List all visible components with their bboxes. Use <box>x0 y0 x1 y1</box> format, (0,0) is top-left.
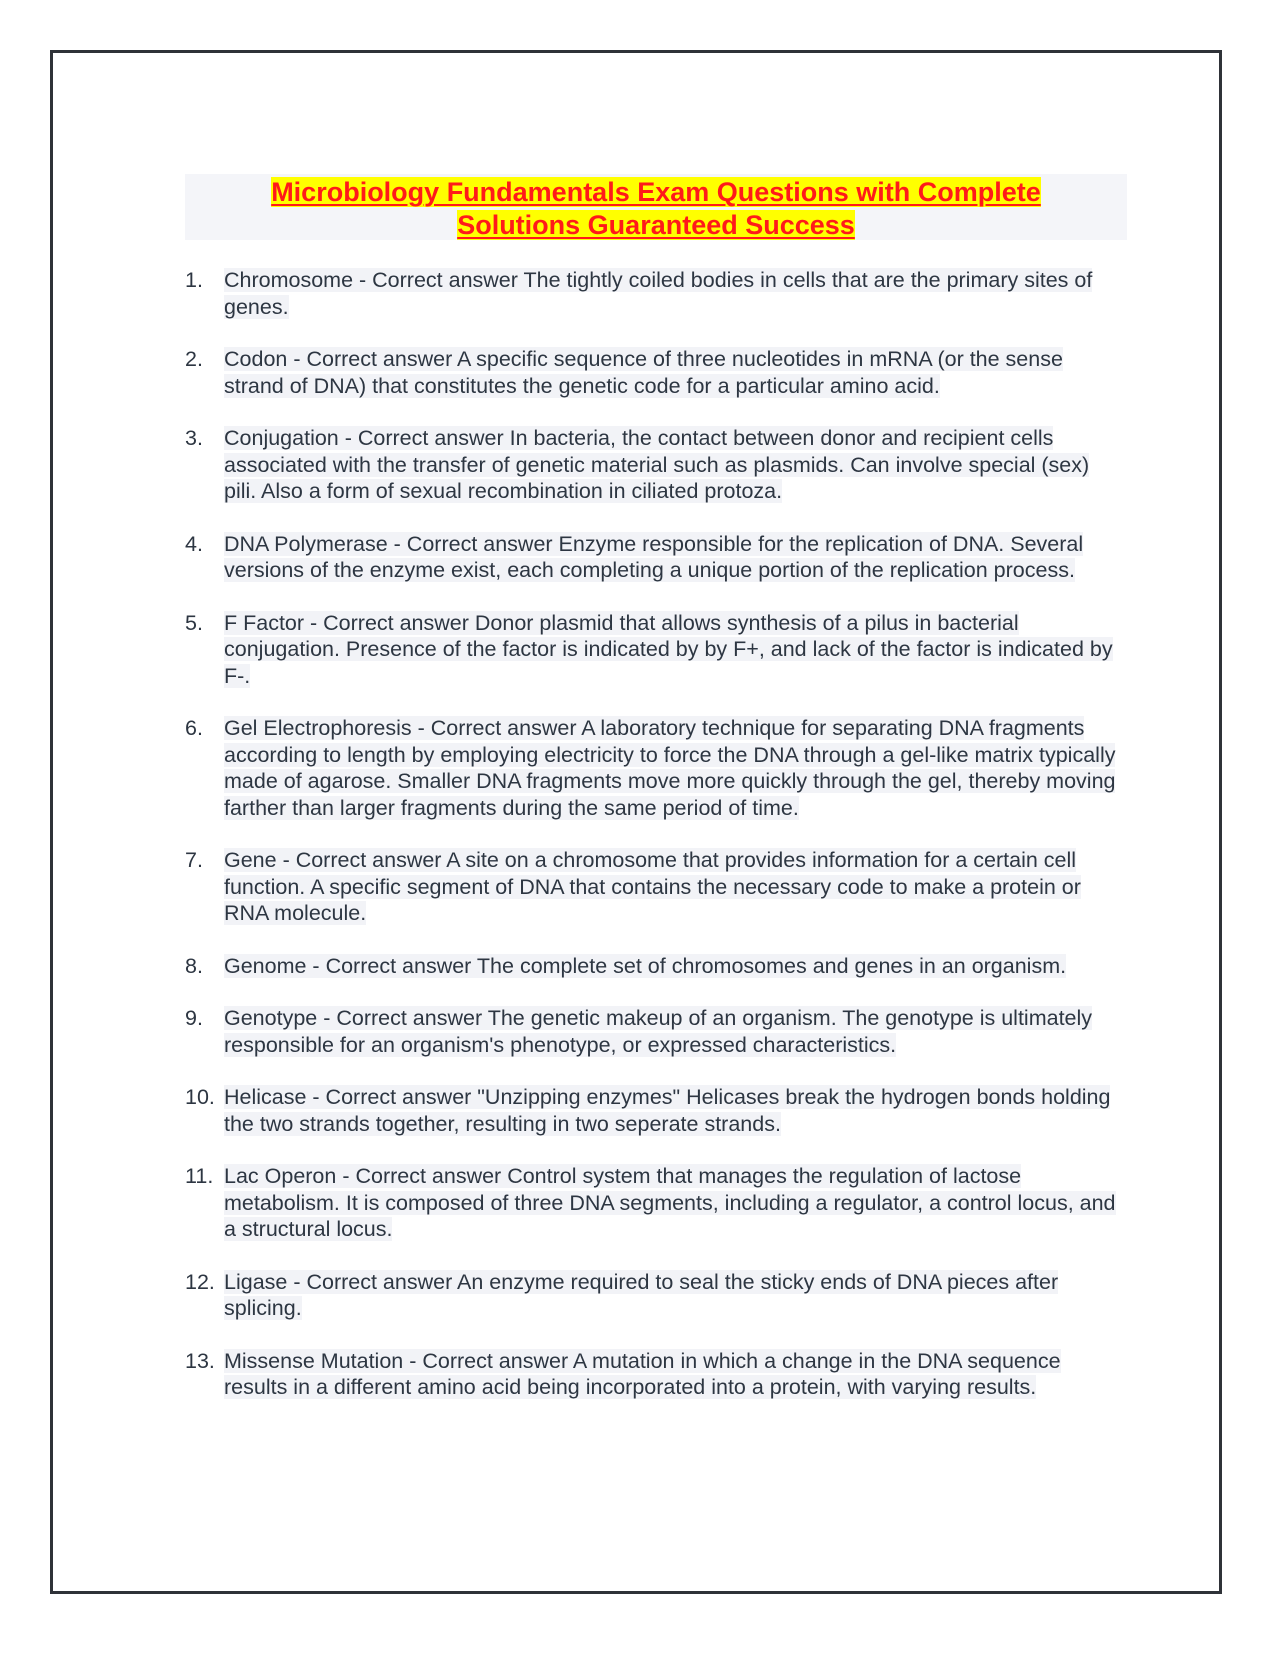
item-text-content: Conjugation - Correct answer In bacteria, the contact between donor and recipient cells associated with the transfer of genetic material such as plasmids. Can involve special (sex) pili. Also a form of sexual recombination in ciliated protoza. <box>224 426 1090 503</box>
item-text <box>224 1163 1127 1243</box>
item-number: 6. <box>185 716 203 740</box>
item-number: 7. <box>185 848 203 872</box>
title-line-2: Solutions Guaranteed Success <box>457 210 855 240</box>
item-text <box>224 1005 1127 1058</box>
item-text <box>224 1084 1127 1137</box>
item-text <box>224 847 1127 927</box>
list-item <box>185 346 1127 399</box>
definition-list <box>185 267 1127 1427</box>
item-number: 5. <box>185 610 203 635</box>
item-text-content: Chromosome - Correct answer The tightly coiled bodies in cells that are the primary sites of genes. <box>224 268 1093 319</box>
item-text-content: Lac Operon - Correct answer Control system that manages the regulation of lactose metabolism. It is composed of three DNA segments, including a regulator, a control locus, and a structural locus. <box>224 1164 1116 1241</box>
item-number: 9. <box>185 1006 203 1030</box>
item-text-content: Genome - Correct answer The complete set of chromosomes and genes in an organism. <box>224 953 1067 978</box>
list-item <box>185 847 1127 927</box>
item-text-content: Helicase - Correct answer "Unzipping enzymes" Helicases break the hydrogen bonds holding the two strands together, resulting in two seperate strands. <box>224 1085 1111 1136</box>
item-text <box>224 610 1127 690</box>
list-item <box>185 531 1127 584</box>
item-text <box>224 346 1127 399</box>
list-item <box>185 1163 1127 1243</box>
item-number: 2. <box>185 347 203 371</box>
item-number: 10. <box>185 1085 215 1109</box>
item-text <box>224 425 1127 505</box>
item-text <box>224 267 1127 320</box>
list-item <box>185 953 1127 980</box>
item-text <box>224 953 1127 980</box>
item-text-content: F Factor - Correct answer Donor plasmid that allows synthesis of a pilus in bacterial conjugation. Presence of the factor is indicated by by F+, and lack of the factor is indicated by F-. <box>224 610 1113 688</box>
item-text-content: Genotype - Correct answer The genetic makeup of an organism. The genotype is ultimately responsible for an organism's phenotype, or expressed characteristics. <box>224 1006 1093 1057</box>
item-number: 13. <box>185 1348 215 1373</box>
item-text-content: Gene - Correct answer A site on a chromosome that provides information for a certain cell function. A specific segment of DNA that contains the necessary code to make a protein or RNA molecule. <box>224 848 1081 925</box>
item-number: 4. <box>185 531 203 556</box>
title-line-1: Microbiology Fundamentals Exam Questions with Complete <box>271 177 1041 207</box>
item-text <box>224 1269 1127 1322</box>
item-text <box>224 531 1127 584</box>
item-text-content: Ligase - Correct answer An enzyme required to seal the sticky ends of DNA pieces after splicing. <box>224 1269 1059 1320</box>
item-number: 8. <box>185 953 203 978</box>
document-title <box>185 174 1127 240</box>
item-text-content: Missense Mutation - Correct answer A mutation in which a change in the DNA sequence results in a different amino acid being incorporated into a protein, with varying results. <box>224 1348 1061 1399</box>
list-item <box>185 425 1127 505</box>
list-item <box>185 1269 1127 1322</box>
list-item <box>185 267 1127 320</box>
item-number: 11. <box>185 1164 214 1188</box>
list-item <box>185 1348 1127 1401</box>
item-text-content: Gel Electrophoresis - Correct answer A laboratory technique for separating DNA fragments according to length by employing electricity to force the DNA through a gel-like matrix typically made of agarose. Smaller DNA fragments move more quickly through the gel, thereby moving farther than larger fragments during the same period of time. <box>224 716 1116 820</box>
list-item <box>185 1084 1127 1137</box>
item-text-content: DNA Polymerase - Correct answer Enzyme responsible for the replication of DNA. Several versions of the enzyme exist, each completing a unique portion of the replication process. <box>224 531 1084 582</box>
item-text <box>224 1348 1127 1401</box>
item-number: 1. <box>185 268 203 292</box>
item-number: 3. <box>185 426 203 450</box>
item-text <box>224 715 1127 821</box>
list-item <box>185 610 1127 690</box>
item-text-content: Codon - Correct answer A specific sequence of three nucleotides in mRNA (or the sense strand of DNA) that constitutes the genetic code for a particular amino acid. <box>224 347 1063 398</box>
item-number: 12. <box>185 1269 215 1294</box>
list-item <box>185 715 1127 821</box>
list-item <box>185 1005 1127 1058</box>
